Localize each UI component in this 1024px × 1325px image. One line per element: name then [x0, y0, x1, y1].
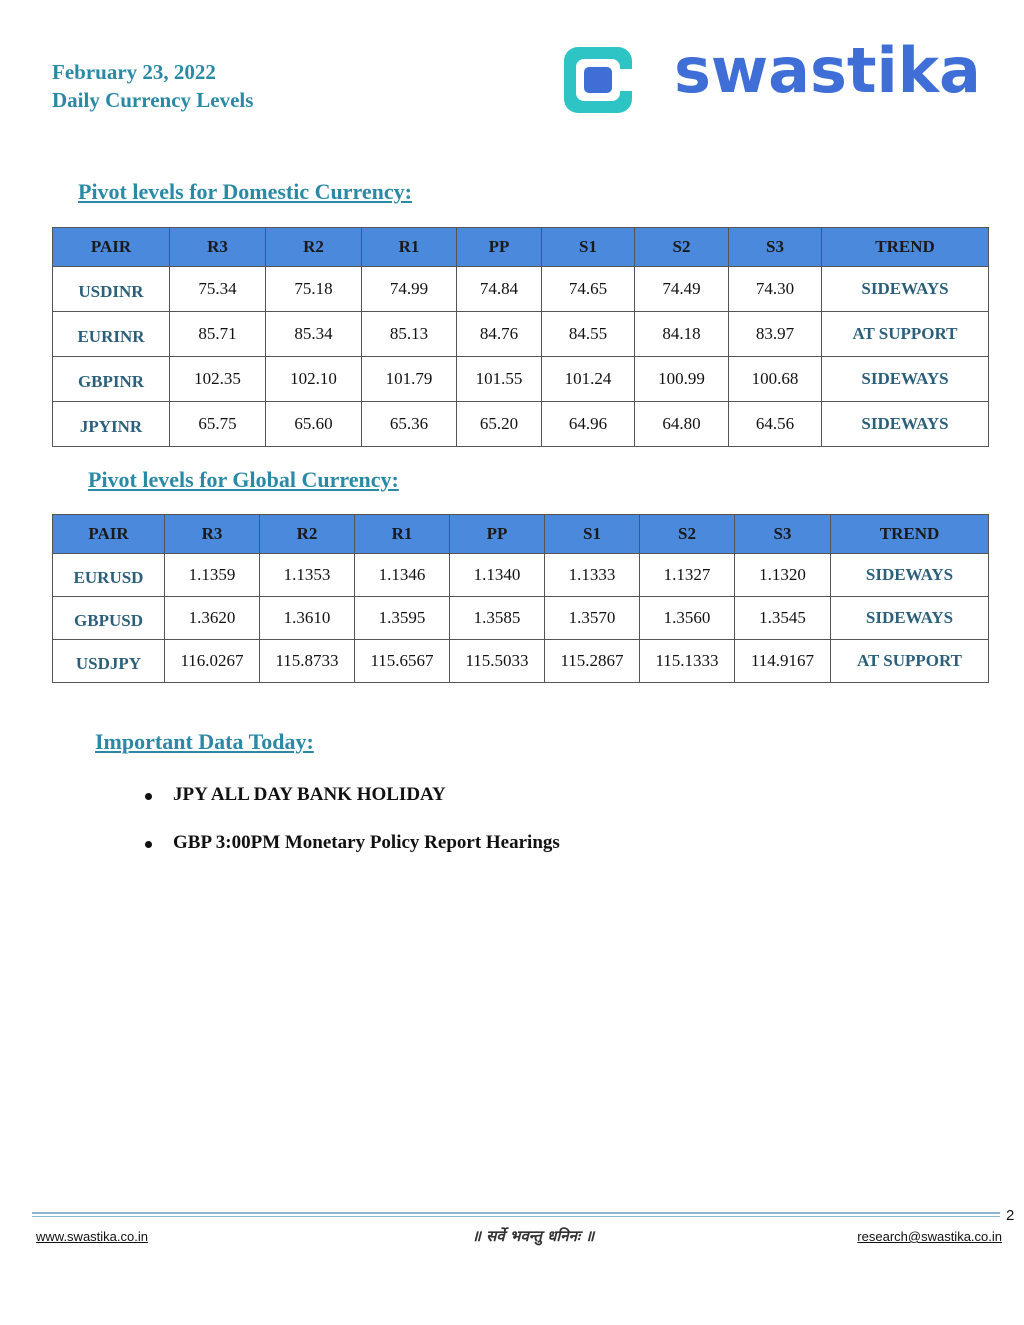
level-cell: 74.65: [542, 267, 635, 312]
level-cell: 1.1320: [735, 554, 831, 597]
column-header: R1: [362, 228, 457, 267]
level-cell: 64.56: [729, 402, 822, 447]
bullet-icon: [145, 841, 152, 848]
swastika-logo: [562, 34, 1002, 116]
level-cell: 75.18: [266, 267, 362, 312]
column-header: PAIR: [53, 515, 165, 554]
level-cell: 64.96: [542, 402, 635, 447]
level-cell: 1.3585: [450, 597, 545, 640]
column-header: R2: [260, 515, 355, 554]
column-header: PP: [450, 515, 545, 554]
level-cell: 100.68: [729, 357, 822, 402]
column-header: S2: [640, 515, 735, 554]
column-header: S1: [542, 228, 635, 267]
level-cell: 65.36: [362, 402, 457, 447]
column-header: R3: [165, 515, 260, 554]
list-item: [145, 832, 560, 880]
level-cell: 101.55: [457, 357, 542, 402]
table-row: [53, 640, 989, 683]
level-cell: 101.79: [362, 357, 457, 402]
page-number: 2: [1006, 1207, 1015, 1224]
table-row: [53, 402, 989, 447]
pair-cell: GBPUSD: [53, 597, 165, 640]
pair-cell: EURUSD: [53, 554, 165, 597]
level-cell: 1.1327: [640, 554, 735, 597]
pair-cell: JPYINR: [53, 402, 170, 447]
level-cell: 64.80: [635, 402, 729, 447]
level-cell: 115.5033: [450, 640, 545, 683]
table-row: [53, 554, 989, 597]
level-cell: 65.20: [457, 402, 542, 447]
level-cell: 116.0267: [165, 640, 260, 683]
column-header: PAIR: [53, 228, 170, 267]
column-header: PP: [457, 228, 542, 267]
level-cell: 84.55: [542, 312, 635, 357]
level-cell: 114.9167: [735, 640, 831, 683]
trend-cell: SIDEWAYS: [822, 267, 989, 312]
level-cell: 1.1359: [165, 554, 260, 597]
level-cell: 85.71: [170, 312, 266, 357]
column-header: S2: [635, 228, 729, 267]
level-cell: 101.24: [542, 357, 635, 402]
trend-cell: SIDEWAYS: [822, 357, 989, 402]
level-cell: 1.3610: [260, 597, 355, 640]
column-header: S1: [545, 515, 640, 554]
level-cell: 1.1340: [450, 554, 545, 597]
report-date: February 23, 2022: [52, 60, 216, 84]
level-cell: 74.30: [729, 267, 822, 312]
trend-cell: SIDEWAYS: [831, 554, 989, 597]
trend-cell: SIDEWAYS: [822, 402, 989, 447]
level-cell: 85.13: [362, 312, 457, 357]
column-header: R1: [355, 515, 450, 554]
bullet-icon: [145, 793, 152, 800]
level-cell: 65.60: [266, 402, 362, 447]
logo-wordmark: swastika: [674, 34, 981, 107]
level-cell: 1.3560: [640, 597, 735, 640]
footer-divider: [32, 1212, 1000, 1214]
level-cell: 102.35: [170, 357, 266, 402]
level-cell: 102.10: [266, 357, 362, 402]
level-cell: 1.1333: [545, 554, 640, 597]
global-pivot-table: [52, 514, 989, 683]
level-cell: 115.1333: [640, 640, 735, 683]
level-cell: 100.99: [635, 357, 729, 402]
level-cell: 115.2867: [545, 640, 640, 683]
important-data-list: [145, 784, 560, 880]
list-item-text: JPY ALL DAY BANK HOLIDAY: [173, 784, 446, 805]
level-cell: 74.49: [635, 267, 729, 312]
column-header: S3: [729, 228, 822, 267]
level-cell: 1.3545: [735, 597, 831, 640]
level-cell: 84.76: [457, 312, 542, 357]
column-header: R2: [266, 228, 362, 267]
domestic-section-title: Pivot levels for Domestic Currency:: [78, 179, 412, 204]
trend-cell: SIDEWAYS: [831, 597, 989, 640]
table-row: [53, 312, 989, 357]
level-cell: 74.99: [362, 267, 457, 312]
level-cell: 75.34: [170, 267, 266, 312]
website-link[interactable]: www.swastika.co.in: [36, 1229, 148, 1244]
level-cell: 115.8733: [260, 640, 355, 683]
column-header: TREND: [831, 515, 989, 554]
pair-cell: USDJPY: [53, 640, 165, 683]
column-header: TREND: [822, 228, 989, 267]
report-title: Daily Currency Levels: [52, 88, 254, 112]
level-cell: 1.1353: [260, 554, 355, 597]
level-cell: 1.3620: [165, 597, 260, 640]
level-cell: 1.3595: [355, 597, 450, 640]
list-item-text: GBP 3:00PM Monetary Policy Report Hearings: [173, 832, 560, 853]
list-item: [145, 784, 560, 832]
pair-cell: EURINR: [53, 312, 170, 357]
table-row: [53, 267, 989, 312]
table-row: [53, 357, 989, 402]
level-cell: 115.6567: [355, 640, 450, 683]
level-cell: 74.84: [457, 267, 542, 312]
level-cell: 1.3570: [545, 597, 640, 640]
global-section-title: Pivot levels for Global Currency:: [88, 467, 399, 492]
footer-motto: ॥ सर्वे भवन्तु धनिनः ॥: [472, 1227, 595, 1245]
email-link[interactable]: research@swastika.co.in: [857, 1229, 1002, 1244]
level-cell: 85.34: [266, 312, 362, 357]
level-cell: 84.18: [635, 312, 729, 357]
level-cell: 83.97: [729, 312, 822, 357]
table-row: [53, 597, 989, 640]
column-header: S3: [735, 515, 831, 554]
column-header: R3: [170, 228, 266, 267]
level-cell: 65.75: [170, 402, 266, 447]
important-data-title: Important Data Today:: [95, 729, 314, 754]
trend-cell: AT SUPPORT: [822, 312, 989, 357]
pair-cell: USDINR: [53, 267, 170, 312]
pair-cell: GBPINR: [53, 357, 170, 402]
footer-divider-thin: [32, 1216, 1000, 1217]
trend-cell: AT SUPPORT: [831, 640, 989, 683]
level-cell: 1.1346: [355, 554, 450, 597]
swastika-logo-icon: [562, 45, 634, 115]
domestic-pivot-table: [52, 227, 989, 447]
